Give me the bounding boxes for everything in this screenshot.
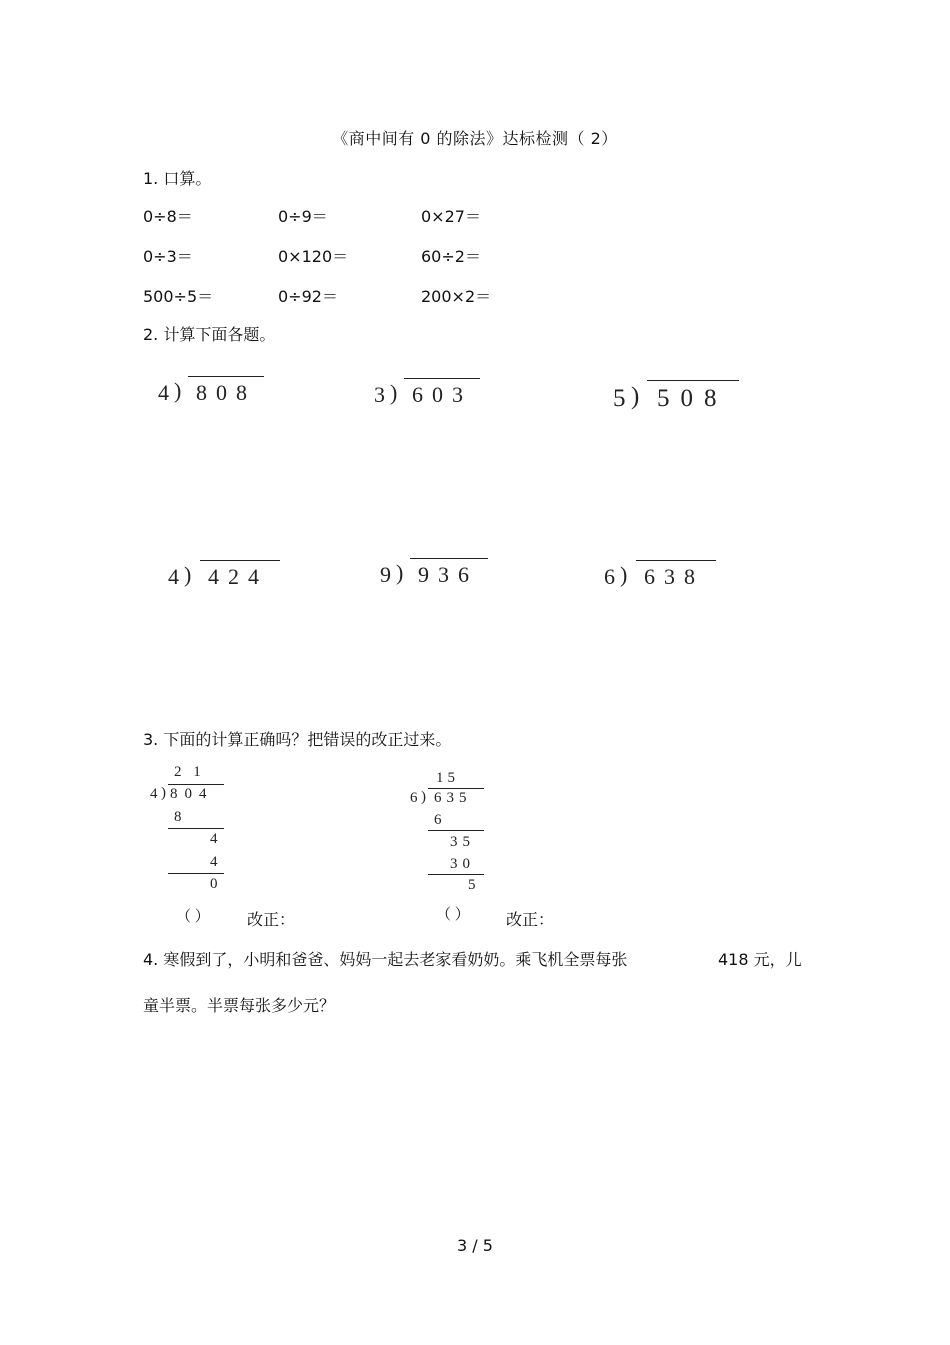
dividend: 936 (418, 562, 478, 587)
divisor: 5 (613, 385, 626, 412)
oral-item: 0×27＝ (421, 207, 481, 226)
correction-label: 改正： (506, 910, 555, 929)
vinculum-line (200, 560, 280, 561)
long-division-problem (156, 372, 268, 408)
vinculum-line (647, 380, 739, 381)
divisor: 4 (168, 564, 179, 589)
q4-text-line1-price: 418 元，儿 (718, 950, 802, 969)
quotient: 2 1 (174, 764, 205, 780)
vinculum-line (168, 784, 224, 785)
page-title: 《商中间有 0 的除法》达标检测（ 2） (332, 129, 618, 148)
oral-item: 0×120＝ (278, 247, 349, 266)
division-bracket: ) (421, 789, 433, 805)
subtraction-line (428, 874, 484, 875)
division-bracket: ) (174, 378, 182, 403)
dividend: 808 (196, 380, 256, 405)
division-bracket: ) (184, 562, 192, 587)
q4-text-line2: 童半票。半票每张多少元？ (143, 996, 336, 1015)
step: 0 (210, 876, 225, 892)
dividend: 603 (412, 382, 472, 407)
worked-division (408, 768, 498, 898)
step: 4 (210, 854, 225, 870)
long-division-problem (372, 374, 484, 410)
q1-heading: 1. 口算。 (143, 169, 212, 188)
oral-item: 0÷3＝ (143, 247, 193, 266)
divisor: 6 (410, 790, 425, 806)
q2-heading: 2. 计算下面各题。 (143, 325, 276, 344)
correction-label: 改正： (247, 910, 296, 929)
quotient: 15 (436, 770, 459, 786)
vinculum-line (428, 788, 484, 789)
dividend: 424 (208, 564, 268, 589)
page-number: 3 / 5 (457, 1236, 493, 1255)
oral-item: 0÷92＝ (278, 287, 338, 306)
dividend: 638 (644, 564, 704, 589)
long-division-problem (378, 554, 494, 590)
divisor: 9 (380, 562, 391, 587)
divisor: 3 (374, 382, 385, 407)
step: 4 (210, 831, 225, 847)
step: 35 (450, 834, 475, 850)
step: 30 (450, 856, 475, 872)
long-division-problem (166, 556, 284, 592)
judgement-parentheses[interactable]: （ ） (176, 909, 210, 925)
division-bracket: ) (390, 380, 398, 405)
subtraction-line (168, 873, 224, 874)
oral-item: 60÷2＝ (421, 247, 481, 266)
subtraction-line (428, 830, 484, 831)
divisor: 4 (158, 380, 169, 405)
divisor: 4 (150, 786, 165, 802)
oral-item: 500÷5＝ (143, 287, 214, 306)
divisor: 6 (604, 564, 615, 589)
division-bracket: ) (161, 785, 173, 801)
q4-text-line1: 4. 寒假到了，小明和爸爸、妈妈一起去老家看奶奶。乘飞机全票每张 (143, 950, 628, 969)
vinculum-line (410, 558, 488, 559)
vinculum-line (404, 378, 480, 379)
long-division-problem (611, 376, 741, 416)
oral-item: 0÷9＝ (278, 207, 328, 226)
judgement-parentheses[interactable]: （ ） (436, 907, 470, 923)
division-bracket: ) (620, 562, 628, 587)
oral-item: 200×2＝ (421, 287, 492, 306)
q3-heading: 3. 下面的计算正确吗？把错误的改正过来。 (143, 730, 452, 749)
division-bracket: ) (396, 560, 404, 585)
dividend: 508 (657, 385, 728, 412)
dividend: 804 (170, 786, 214, 802)
vinculum-line (188, 376, 264, 377)
subtraction-line (168, 828, 224, 829)
vinculum-line (636, 560, 716, 561)
oral-item: 0÷8＝ (143, 207, 193, 226)
step: 6 (434, 812, 449, 828)
dividend: 635 (434, 790, 472, 806)
division-bracket: ) (631, 383, 640, 410)
long-division-problem (602, 556, 720, 592)
step: 8 (174, 809, 189, 825)
step: 5 (468, 877, 483, 893)
worked-division (148, 762, 238, 898)
